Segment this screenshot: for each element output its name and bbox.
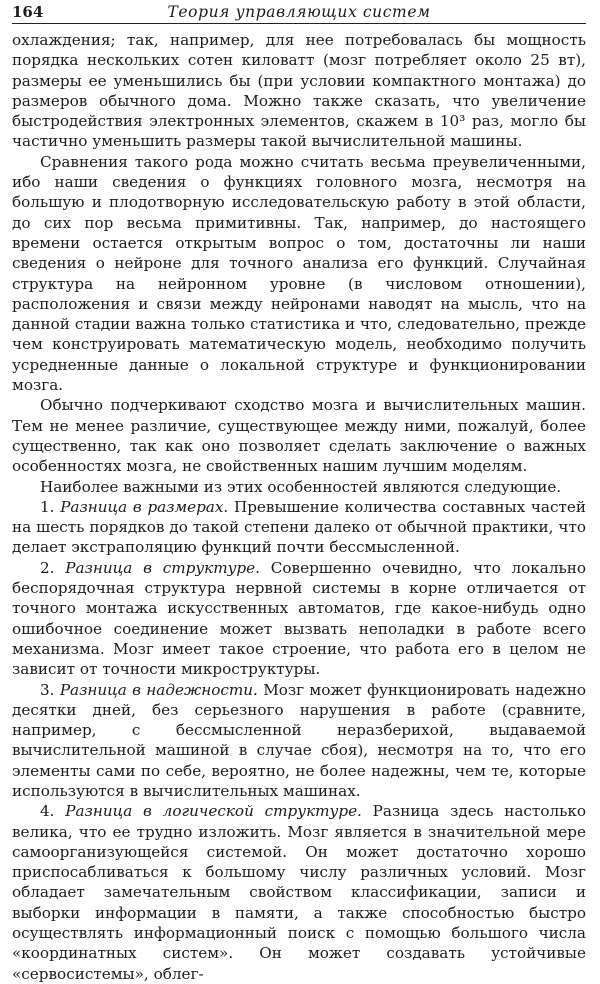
list-item-title: Разница в структуре.	[65, 558, 260, 577]
paragraph-text: Наиболее важными из этих особенностей являются следующие.	[40, 477, 562, 496]
paragraph	[12, 152, 586, 396]
list-item-text: Мозг может функционировать надежно десятки дней, без серьезного нарушения в работе (сравните, например, с бессмысленной неразберихой, выдаваемой вычислительной машиной в случае сбоя), несмотря на то, что его элементы сами по себе, вероятно, не более надежны, чем те, которые используются в вычислительных машинах.	[12, 680, 586, 800]
list-item-text: Разница здесь настолько велика, что ее трудно изложить. Мозг является в значительной мере самоорганизующейся системой. Он может достаточно хорошо приспосабливаться к большому числу различных условий. Мозг обладает замечательным свойством классификации, записи и выборки информации в памяти, а также способностью быстро осуществлять информационный поиск с помощью большого числа «координатных систем». Он может создавать устойчивые «сервосистемы», облег-	[12, 802, 587, 983]
paragraph-text: охлаждения; так, например, для нее потребовалась бы мощность порядка нескольких сотен киловатт (мозг потребляет около 25 вт), размеры ее уменьшились бы (при условии компактного монтажа) до размеров обычного дома. Можно также сказать, что увеличение быстродействия электронных элементов, скажем в 10³ раз, могло бы частично уменьшить размеры такой вычислительной машины.	[12, 31, 586, 151]
list-item-logic	[12, 801, 586, 984]
list-item-reliability	[12, 680, 586, 802]
paragraph-continued	[12, 30, 586, 152]
paragraph	[12, 477, 586, 497]
list-item-text: Превышение количества составных частей на шесть порядков до такой степени далеко от обычной практики, что делает экстраполяцию функций почти бессмысленной.	[12, 497, 586, 557]
list-item-size	[12, 497, 586, 558]
list-item-title: Разница в логической структуре.	[65, 802, 362, 821]
list-item-title: Разница в размерах.	[60, 497, 229, 516]
paragraph	[12, 395, 586, 476]
list-item-structure	[12, 558, 586, 680]
body-text	[12, 30, 586, 984]
list-item-text: Совершенно очевидно, что локально беспорядочная структура нервной системы в корне отличается от точного монтажа искусственных автоматов, где какое-нибудь одно ошибочное соединение может вызвать неполадки в работе всего механизма. Мозг имеет такое строение, что работа его в целом не зависит от точности микроструктуры.	[12, 558, 587, 679]
paragraph-text: Обычно подчеркивают сходство мозга и вычислительных машин. Тем не менее различие, существующее между ними, пожалуй, более существенно, так как оно позволяет сделать заключение о важных особенностях мозга, не свойственных нашим лучшим моделям.	[12, 396, 586, 476]
list-item-number: 4.	[40, 802, 55, 821]
list-item-number: 3.	[40, 680, 55, 699]
paragraph-text: Сравнения такого рода можно считать весьма преувеличенными, ибо наши сведения о функциях головного мозга, несмотря на большую и плодотворную исследовательскую работу в этой области, до сих пор весьма примитивны. Так, например, до настоящего времени остается открытым вопрос о том, достаточны ли наши сведения о нейроне для точного анализа его функций. Случайная структура на нейронном уровне (в числовом отношении), расположения и связи между нейронами наводят на мысль, что на данной стадии важна только статистика и что, следовательно, прежде чем конструировать математическую модель, необходимо получить усредненные данные о локальной структуре и функционировании мозга.	[12, 152, 586, 395]
list-item-number: 1.	[40, 497, 55, 516]
list-item-number: 2.	[40, 558, 55, 577]
page-number: 164	[12, 3, 44, 21]
running-head	[12, 0, 586, 24]
running-title: Теория управляющих систем	[167, 3, 431, 21]
list-item-title: Разница в надежности.	[59, 680, 258, 699]
